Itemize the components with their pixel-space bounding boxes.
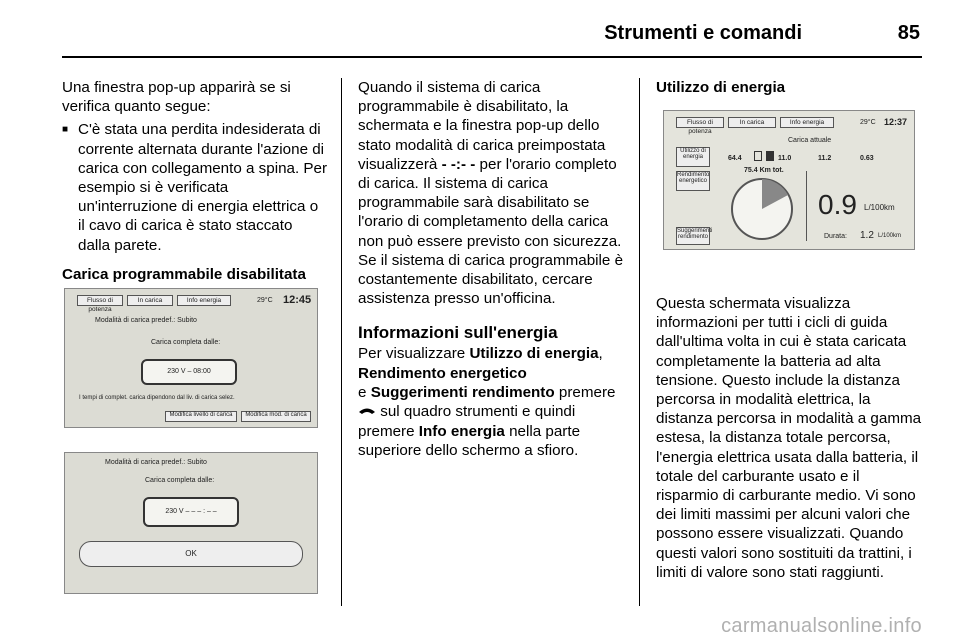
- text: nella parte superiore dello schermo a sfioro.: [358, 422, 581, 459]
- term: Suggerimenti rendimento: [370, 383, 555, 401]
- column-divider: [639, 78, 640, 606]
- tab-in-carica: In carica: [127, 295, 173, 306]
- total-distance: 75.4 Km tot.: [744, 167, 784, 174]
- screenshot-charge-popup: [64, 288, 318, 428]
- paragraph: [358, 78, 624, 308]
- side-tips: Suggerimenti rendimento: [676, 227, 710, 245]
- current-charge-label: Carica attuale: [788, 137, 832, 144]
- tab-in-carica: In carica: [728, 117, 776, 128]
- fuel-pump-icon: [766, 151, 774, 161]
- column-1: [62, 78, 328, 284]
- text: premere: [558, 383, 616, 401]
- fuel-economy-value: 0.9: [818, 189, 857, 220]
- dash-time: - -:- -: [441, 155, 476, 173]
- screenshot-energy-usage: [663, 110, 915, 250]
- column-3: [656, 78, 922, 97]
- ok-button: OK: [79, 541, 303, 567]
- duration-unit: L/100km: [878, 233, 902, 239]
- distance-pie-chart: [730, 177, 794, 243]
- column-divider: [341, 78, 342, 606]
- temperature: 29°C: [257, 297, 273, 304]
- column-2: [358, 78, 624, 460]
- side-efficiency: Rendimento energetico: [676, 171, 710, 191]
- energy-used: 11.2: [818, 155, 832, 162]
- page-header: [62, 18, 922, 58]
- charge-time-value: 230 V – 08:00: [141, 359, 237, 385]
- watermark: carmanualsonline.info: [721, 615, 922, 637]
- term: Utilizzo di energia: [469, 345, 599, 363]
- temperature: 29°C: [860, 119, 876, 126]
- text: ,: [598, 345, 603, 363]
- paragraph: Questa schermata visualizza informazioni per tutti i cicli di guida dall'ultima volta in cui è stata caricata completamente la batteria ad alta tensione. Questo include la distanza percorsa in modalità elettrica, la distanza percorsa in modalità a gamma estesa, la distanza totale percorsa, l'energia elettrica usata dalla batteria, il totale del carburante usato e il risparmio di carburante medio. Vi sono dei limiti massimi per alcuni valori che possono essere visualizzati. Quando questi valori sono sostituiti da trattini, i limiti di valore sono stati raggiunti.: [656, 295, 922, 581]
- term: Info energia: [418, 422, 505, 440]
- subheading: Carica programmabile disabilitata: [62, 265, 306, 283]
- paragraph: [358, 344, 624, 460]
- km-range: 11.0: [778, 155, 792, 162]
- clock: 12:37: [884, 117, 908, 127]
- side-usage: Utilizzo di energia: [676, 147, 710, 167]
- steering-button-icon: [358, 402, 376, 421]
- duration-label: Durata:: [824, 233, 847, 240]
- screenshot-charge-disabled: [64, 452, 318, 594]
- complete-label: Carica completa dalle:: [145, 477, 215, 484]
- text: per l'orario completo di carica. Il sistema di carica programmabile sarà disabilitato se l'orario di completamento della carica non può essere previsto con sicurezza. Se il sistema di carica programmabile è costantemente disabilitato, cercare assistenza presso un'officina.: [358, 155, 624, 308]
- page-number: 85: [897, 22, 920, 44]
- divider: [806, 171, 807, 241]
- header-rule: [62, 56, 922, 58]
- km-electric: 64.4: [728, 155, 742, 162]
- clock: 12:45: [283, 294, 312, 306]
- text: e: [358, 383, 367, 401]
- section-title: Strumenti e comandi: [604, 22, 802, 44]
- section-heading: Informazioni sull'energia: [358, 323, 558, 343]
- tab-info-energia: Info energia: [780, 117, 834, 128]
- edit-mode-button: Modifica mod. di carica: [241, 411, 311, 422]
- charge-mode: Modalità di carica predef.: Subito: [95, 317, 197, 324]
- note-text: I tempi di complet. carica dipendono dal liv. di carica selez.: [79, 395, 235, 401]
- tab-flusso: Flusso di potenza: [676, 117, 724, 128]
- tab-flusso: Flusso di potenza: [77, 295, 123, 306]
- bullet-item: ■ C'è stata una perdita indesiderata di corrente alternata durante l'azione di carica con collegamento a spina. Per esempio si è verificata un'interruzione di energia elettrica o il cavo di carica è stato staccato dalla parete.: [62, 120, 328, 254]
- text: sul quadro strumenti e quindi premere: [358, 403, 576, 440]
- text: Per visualizzare: [358, 345, 466, 363]
- intro-text: Una finestra pop-up apparirà se si verifica quanto segue:: [62, 79, 291, 116]
- text: Quando il sistema di carica programmabile è disabilitato, la schermata e la finestra pop-up dello stato modalità di carica preimpostata visualizzerà: [358, 79, 606, 173]
- term: Rendimento energetico: [358, 364, 527, 382]
- fuel-economy-unit: L/100km: [864, 203, 895, 212]
- tab-info-energia: Info energia: [177, 295, 231, 306]
- charge-mode: Modalità di carica predef.: Subito: [105, 459, 207, 466]
- complete-label: Carica completa dalle:: [151, 339, 221, 346]
- fuel-used: 0.63: [860, 155, 874, 162]
- column-3-text: [656, 294, 922, 582]
- plug-icon: [754, 151, 762, 161]
- subheading: Utilizzo di energia: [656, 79, 786, 96]
- edit-level-button: Modifica livello di carica: [165, 411, 237, 422]
- charge-time-value: 230 V – – – : – –: [143, 497, 239, 527]
- duration-value: 1.2: [860, 230, 874, 241]
